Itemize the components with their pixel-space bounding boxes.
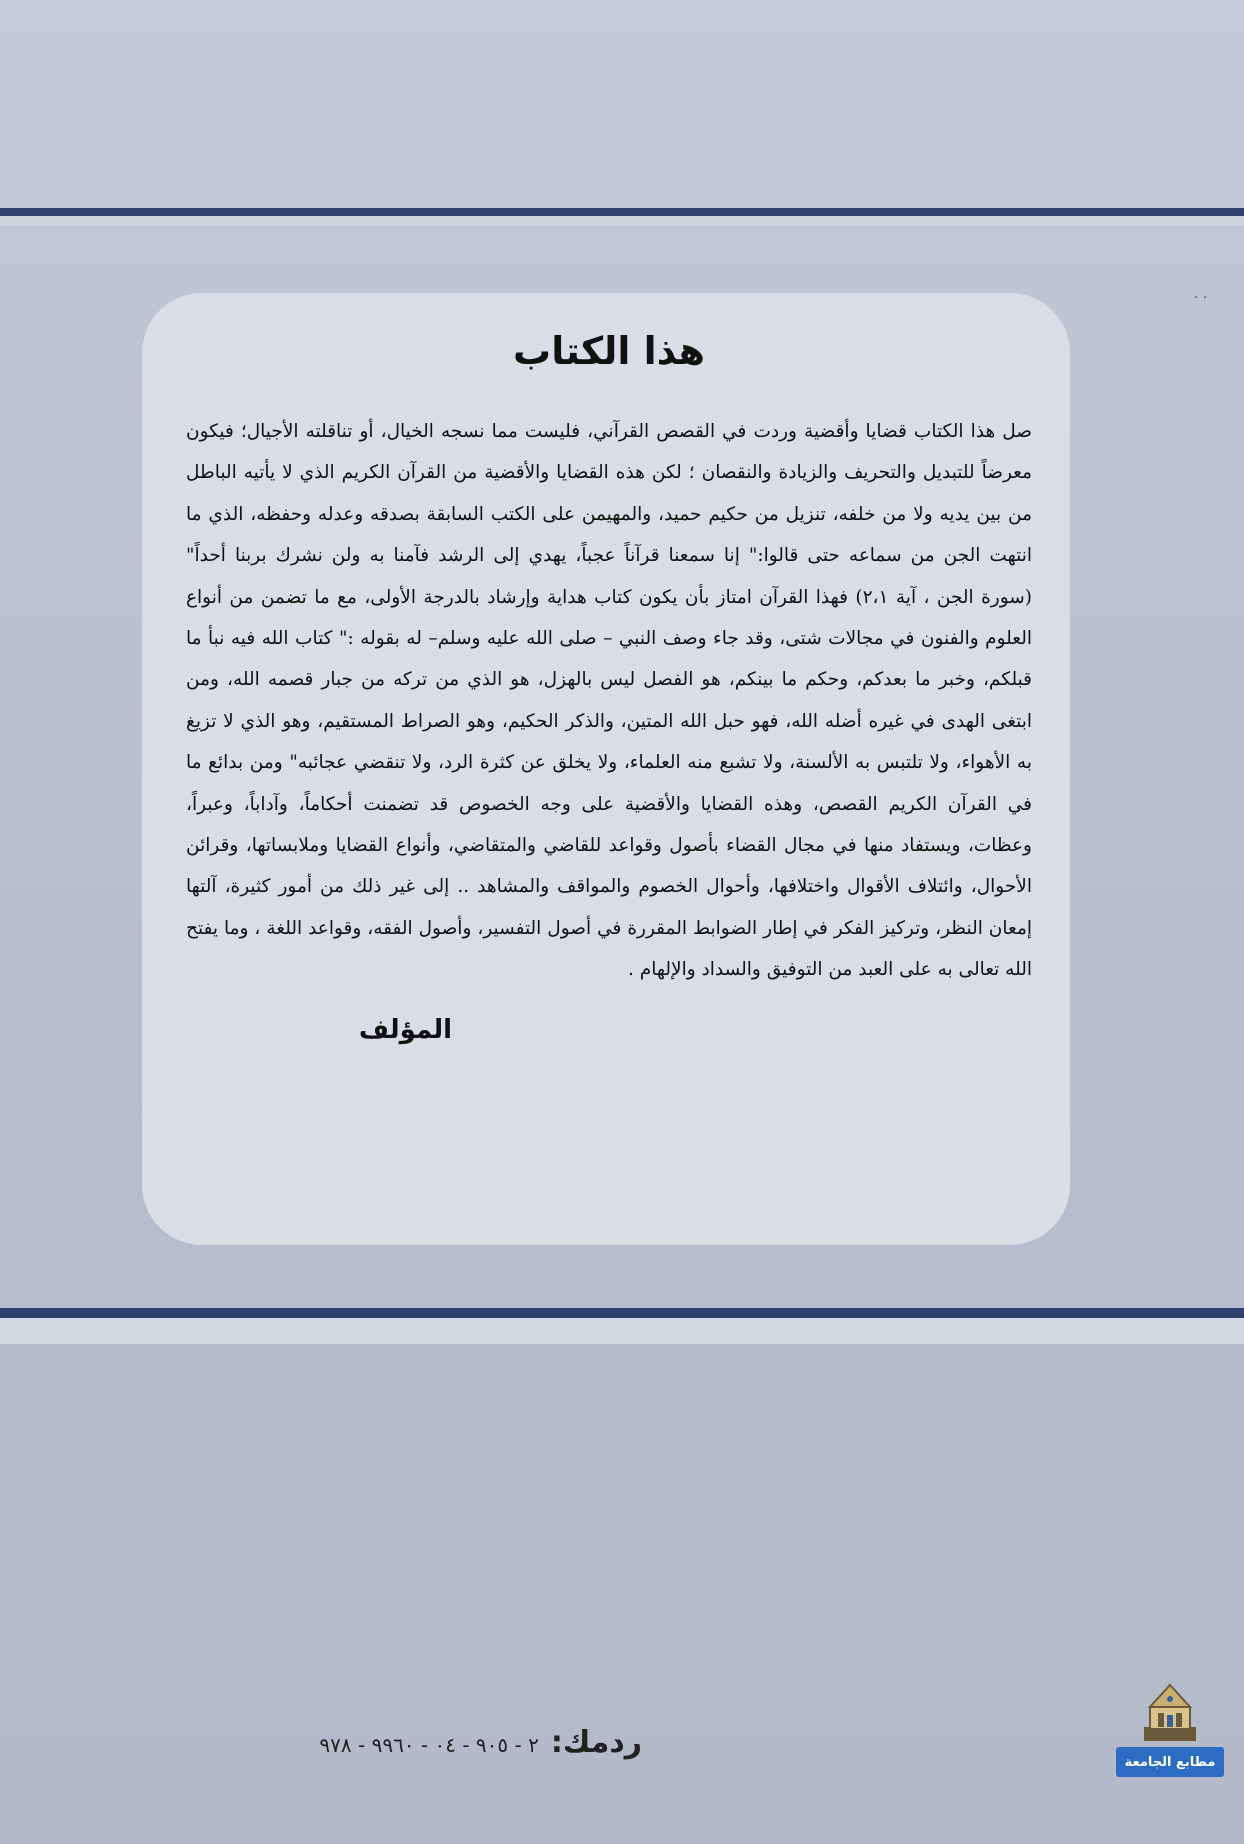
university-building-icon — [1140, 1683, 1200, 1745]
publisher-label: مطابع الجامعة — [1116, 1747, 1224, 1777]
isbn-line — [162, 1725, 642, 1769]
top-divider-stripe — [0, 208, 1244, 216]
panel-body-text: صل هذا الكتاب قضايا وأقضية وردت في القصص القرآني، فليست مما نسجه الخيال، أو تناقلته الأجيال؛ فيكون معرضاً للتبديل والتحريف والزيادة والنقصان ؛ لكن هذه القضايا والأقضية من القرآن الكريم الذي لا يأتيه الباطل من بين يديه ولا من خلفه، تنزيل من حكيم حميد، والمهيمن على الكتب السابقة بصدقه وعدله وحفظه، الذي ما انتهت الجن من سماعه حتى قالوا:" إنا سمعنا قرآناً عجباً، يهدي إلى الرشد فآمنا به ولن نشرك بربنا أحداً" (سورة الجن ، آية ٢،١) فهذا القرآن امتاز بأن يكون كتاب هداية وإرشاد بالدرجة الأولى، مع ما تضمن من أنواع العلوم والفنون في مجالات شتى، وقد جاء وصف النبي – صلى الله عليه وسلم– له بقوله :" كتاب الله فيه نبأ ما قبلكم، وخبر ما بعدكم، وحكم ما بينكم، هو الفصل ليس بالهزل، هو الذي من تركه من جبار قصمه الله، ومن ابتغى الهدى في غيره أضله الله، فهو حبل الله المتين، والذكر الحكيم، وهو الصراط المستقيم، وهو الذي لا تزيغ به الأهواء، ولا تلتبس به الألسنة، ولا تشبع منه العلماء، ولا يخلق عن كثرة الرد، ولا تنقضي عجائبه" ومن بدائع ما في القرآن الكريم القصص، وهذه القضايا والأقضية على وجه الخصوص قد تضمنت أحكاماً، وآداباً، وعبراً، وعظات، ويستفاد منها في مجال القضاء بأصول وقواعد للقاضي والمتقاضي، وأنواع القضايا وملابساتها، وقرائن الأحوال، وائتلاف الأقوال واختلافها، وأحوال الخصوم والمواقف والمشاهد .. إلى غير ذلك من أمور كثيرة، آلتها إمعان النظر، وتركيز الفكر في إطار الضوابط المقررة في أصول التفسير، وأصول الفقه، وقواعد اللغة ، وما يفتح الله تعالى به على العبد من التوفيق والسداد والإلهام . — [186, 421, 1032, 981]
publisher-logo — [1116, 1683, 1224, 1785]
bottom-divider-stripe — [0, 1308, 1244, 1318]
isbn-label: ردمك: — [550, 1725, 642, 1760]
isbn-number: ٢ - ٩٠٥ - ٠٤ - ٩٩٦٠ - ٩٧٨ — [319, 1733, 539, 1757]
decorative-dots: · · — [1194, 290, 1208, 306]
author-signature: المؤلف — [358, 1014, 452, 1045]
top-divider-highlight — [0, 216, 1244, 226]
bottom-divider-highlight — [0, 1318, 1244, 1344]
about-book-panel — [142, 293, 1070, 1245]
panel-title: هذا الكتاب — [513, 329, 705, 373]
